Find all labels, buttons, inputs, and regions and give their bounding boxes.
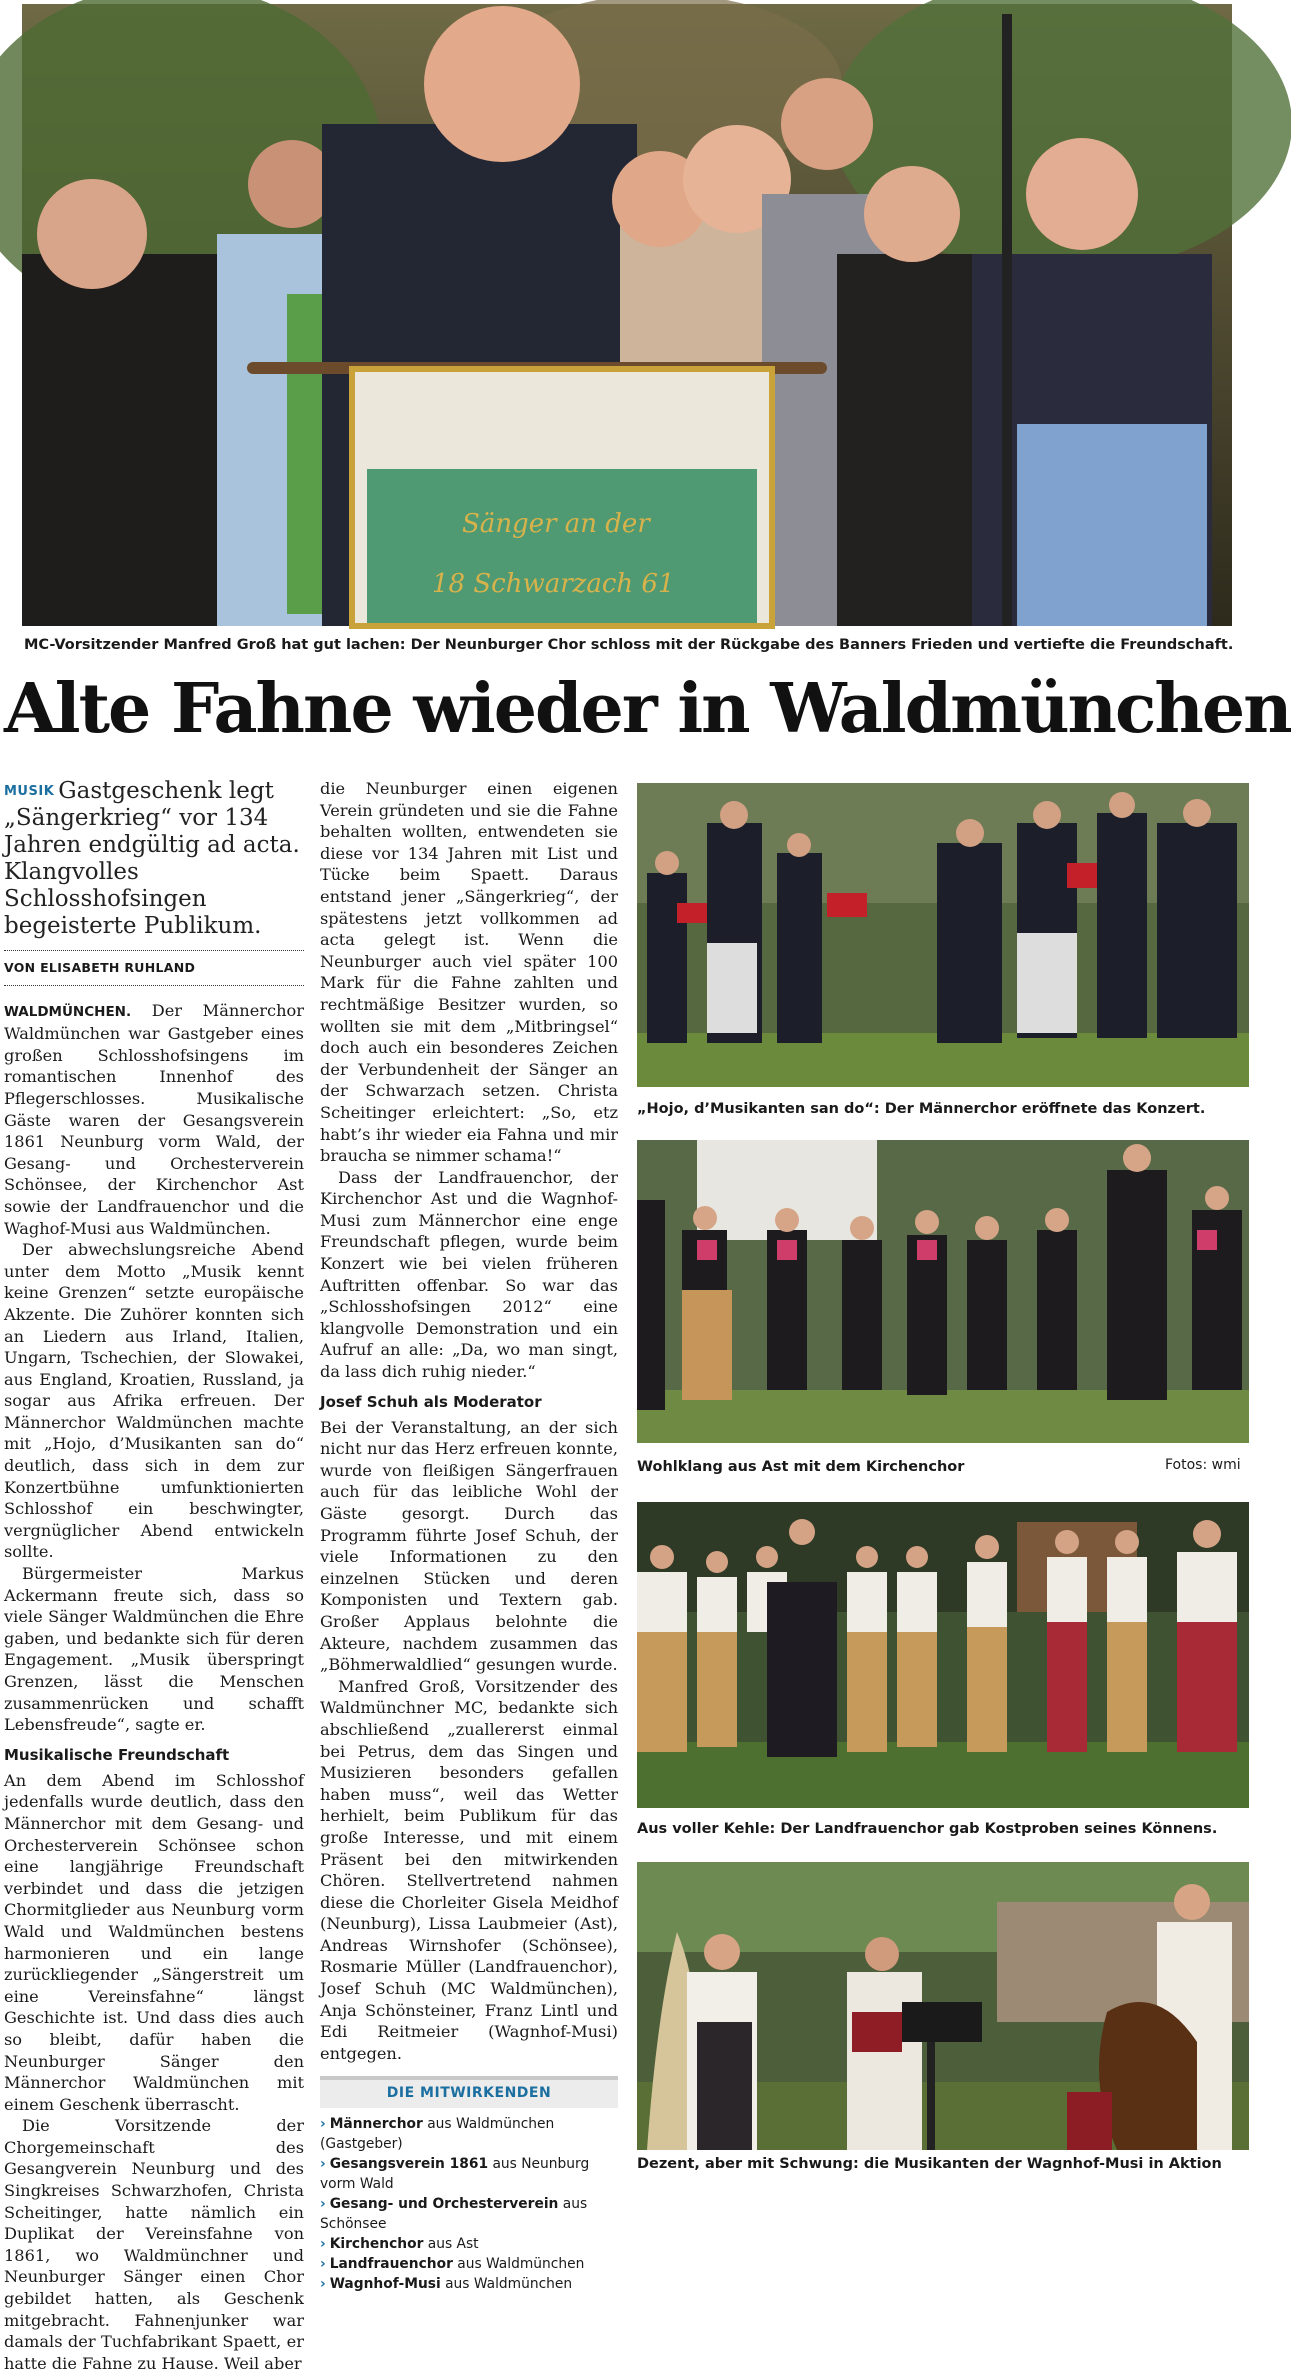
participants-box [320, 2076, 618, 2294]
musicians-image [637, 1862, 1249, 2150]
byline: VON ELISABETH RUHLAND [4, 957, 304, 986]
divider [4, 950, 304, 951]
chevron-right-icon: › [320, 2156, 326, 2173]
participant-item: › Männerchor aus Waldmünchen (Gastgeber) [320, 2116, 555, 2153]
wagnhof-musi-caption: Dezent, aber mit Schwung: die Musikanten der Wagnhof-Musi in Aktion [637, 2156, 1222, 2172]
subheading: Josef Schuh als Moderator [320, 1392, 542, 1411]
chevron-right-icon: › [320, 2236, 326, 2253]
participant-item: › Landfrauenchor aus Waldmünchen [320, 2256, 585, 2273]
paragraph: Der abwechslungsreiche Abend unter dem Motto „Musik kennt keine Grenzen“ setzte europäische Akzente. Die Zuhörer konnten sich an Liedern aus Irland, Italien, Ungarn, Tschechien, der Slowakei, aus England, Kroatien, Russland, ja sogar aus Afrika erfreuen. Der Männerchor Waldmünchen machte mit „Hojo, d’Musikanten san do“ deutlich, dass sich in dem zur Konzertbühne umfunktionierten Schlosshof ein beschwingter, vergnüglicher Abend entwickeln sollte. [4, 1240, 304, 1562]
top-photo [22, 4, 1232, 626]
banner-text-line1: Sänger an der [462, 509, 650, 539]
paragraph: Bei der Veranstaltung, an der sich nicht nur das Herz erfreuen konnte, wurde von fleißigen Sängerfrauen auch für das leibliche Wohl der Gäste gesorgt. Durch das Programm führte Josef Schuh, der viele Informationen zu den einzelnen Stücken und deren Komponisten und Textern gab. Großer Applaus belohnte die Akteure, nachdem zusammen das „Böhmerwaldlied“ gesungen wurde. [320, 1417, 618, 1675]
womens-choir-image [637, 1502, 1249, 1808]
church-choir-caption: Wohlklang aus Ast mit dem Kirchenchor [637, 1459, 965, 1475]
church-choir-photo [637, 1140, 1249, 1443]
paragraph: die Neunburger einen eigenen Verein gründeten und sie die Fahne behalten wollten, entwendeten sie diese vor 134 Jahren mit List und Tücke beim Spaett. Daraus entstand jener „Sängerkrieg“, der spätestens jetzt vollkommen ad acta gelegt ist. Wenn die Neunburger auch viel später 100 Mark für die Fahne zahlten und rechtmäßige Besitzer wurden, so wollten sie mit dem „Mitbringsel“ doch auch ein besonderes Zeichen der Verbundenheit der Sänger an der Schwarzach setzen. Christa Scheitinger erleichtert: „So, etz habt’s ihr wieder eia Fahna und mir braucha se nimmer schama!“ [320, 779, 618, 1166]
womens-choir-photo [637, 1502, 1249, 1808]
paragraph: Manfred Groß, Vorsitzender des Waldmünchner MC, bedankte sich abschließend „zuallererst einmal bei Petrus, dem das Singen und Musizieren besonders gefallen haben muss“, weil das Wetter herhielt, beim Publikum für das große Interesse, und mit einem Präsent bei den mitwirkenden Chören. Stellvertretend nahmen diese die Chorleiter Gisela Meidhof (Neunburg), Lissa Laubmeier (Ast), Andreas Wirnshofer (Schönsee), Rosmarie Müller (Landfrauenchor), Josef Schuh (MC Waldmünchen), Anja Schönsteiner, Franz Lintl und Edi Reitmeier (Wagnhof-Musi) entgegen. [320, 1676, 618, 2063]
womens-choir-caption: Aus voller Kehle: Der Landfrauenchor gab Kostproben seines Könnens. [637, 1821, 1218, 1837]
mens-choir-image [637, 783, 1249, 1087]
mens-choir-caption: „Hojo, d’Musikanten san do“: Der Männerchor eröffnete das Konzert. [637, 1101, 1206, 1117]
participant-item: › Gesang- und Orchesterverein aus Schönsee [320, 2196, 588, 2233]
paragraph: Die Vorsitzende der Chorgemeinschaft des Gesangverein Neunburg und des Singkreises Schwarzhofen, Christa Scheitinger, hatte nämlich ein Duplikat der Vereinsfahne von 1861, wo Waldmünchner und Neunburger Sänger einen Chor gebildet hatten, als Geschenk mitgebracht. Fahnenjunker war damals der Tuchfabrikant Spaett, er hatte die Fahne zu Hause. Weil aber [4, 2116, 304, 2373]
article-column-1 [4, 778, 304, 2374]
church-choir-image [637, 1140, 1249, 1443]
photo-credit: Fotos: wmi [1165, 1457, 1241, 1473]
top-photo-caption: MC-Vorsitzender Manfred Groß hat gut lachen: Der Neunburger Chor schloss mit der Rückgabe des Banners Frieden und vertiefte die Freundschaft. [24, 637, 1234, 653]
paragraph: An dem Abend im Schlosshof jedenfalls wurde deutlich, dass den Männerchor mit dem Gesang- und Orchesterverein Schönsee schon eine langjährige Freundschaft verbindet und dass die jetzigen Chormitglieder aus Neunburg vorm Wald und Waldmünchen bestens harmonieren und ein lange zurückliegender „Sängerstreit um eine Vereinsfahne“ längst Geschichte ist. Und dass dies auch so bleibt, dafür haben die Neunburger Sänger den Männerchor Waldmünchen mit einem Geschenk überrascht. [4, 1770, 304, 2114]
subheading: Musikalische Freundschaft [4, 1745, 230, 1764]
paragraph: Dass der Landfrauenchor, der Kirchenchor Ast und die Wagnhof-Musi zum Männerchor eine enge Freundschaft pflegen, wurde beim Konzert wie bei vielen früheren Auftritten offenbar. So war das „Schlosshofsingen 2012“ eine klangvolle Demonstration und ein Aufruf an alle: „Da, wo man singt, da lass dich ruhig nieder.“ [320, 1167, 618, 1382]
banner-text-line2: 18 Schwarzach 61 [432, 569, 675, 599]
section-tag: MUSIK [4, 784, 55, 799]
participant-item: › Gesangsverein 1861 aus Neunburg vorm Wald [320, 2156, 590, 2193]
dateline: WALDMÜNCHEN. [4, 1003, 132, 1020]
participant-item: › Kirchenchor aus Ast [320, 2236, 479, 2253]
participants-box-title: DIE MITWIRKENDEN [320, 2076, 618, 2108]
kicker-text: Gastgeschenk legt „Sängerkrieg“ vor 134 Jahren endgültig ad acta. Klangvolles Schlosshofsingen begeisterte Publikum. [4, 778, 300, 939]
participant-item: › Wagnhof-Musi aus Waldmünchen [320, 2276, 573, 2293]
wagnhof-musi-photo [637, 1862, 1249, 2150]
mens-choir-photo [637, 783, 1249, 1087]
chevron-right-icon: › [320, 2256, 326, 2273]
paragraph: WALDMÜNCHEN. Der Männerchor Waldmünchen war Gastgeber eines großen Schlosshofsingens im romantischen Innenhof des Pflegerschlosses. Musikalische Gäste waren der Gesangsverein 1861 Neunburg vorm Wald, der Gesang- und Orchesterverein Schönsee, der Kirchenchor Ast sowie der Landfrauenchor und die Waghof-Musi aus Waldmünchen. [4, 1000, 304, 1238]
chevron-right-icon: › [320, 2276, 326, 2293]
article-column-2 [320, 778, 618, 2294]
kicker [4, 778, 304, 940]
chevron-right-icon: › [320, 2196, 326, 2213]
chevron-right-icon: › [320, 2116, 326, 2133]
headline: Alte Fahne wieder in Waldmünchen [4, 669, 1291, 749]
paragraph: Bürgermeister Markus Ackermann freute sich, dass so viele Sänger Waldmünchen die Ehre gaben, und bedankte sich für deren Engagement. „Musik überspringt Grenzen, lässt die Menschen zusammenrücken und schafft Lebensfreude“, sagte er. [4, 1564, 304, 1735]
